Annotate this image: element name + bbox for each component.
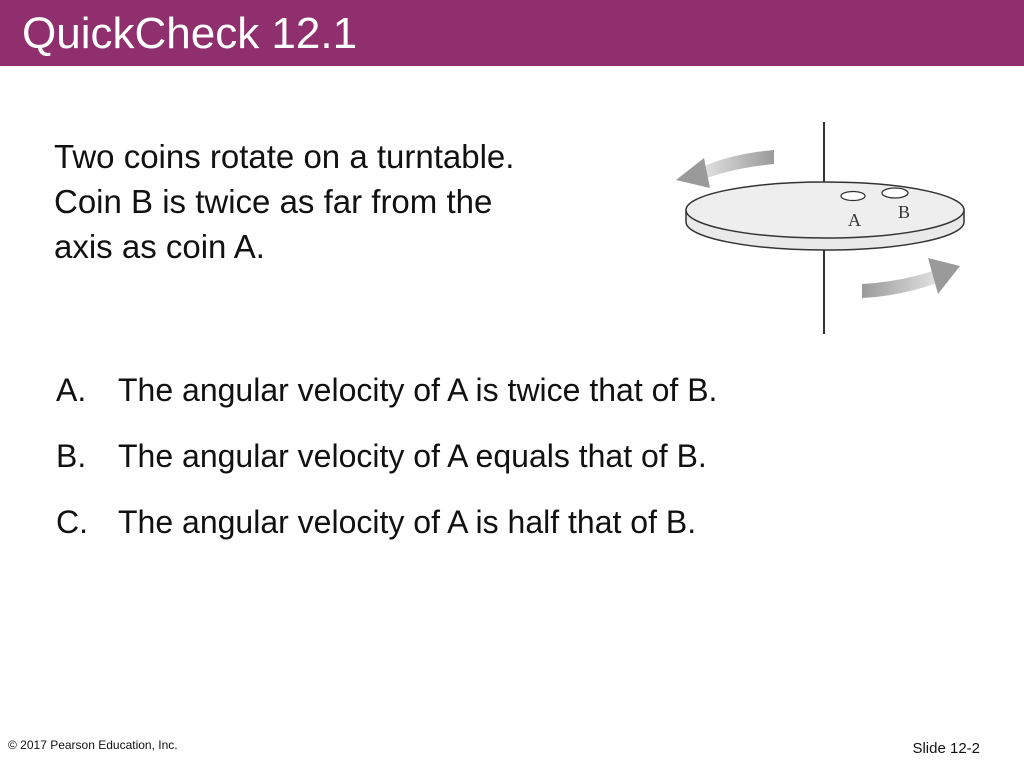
coin-b-label: B xyxy=(898,202,911,222)
curved-arrow-left-icon xyxy=(676,150,774,188)
turntable-disc xyxy=(686,182,964,250)
title-bar xyxy=(0,0,1024,66)
coin-a xyxy=(841,192,865,201)
option-b-text: The angular velocity of A equals that of B. xyxy=(118,438,707,474)
option-a-text: The angular velocity of A is twice that of B. xyxy=(118,372,718,408)
curved-arrow-right-icon xyxy=(862,258,960,298)
option-b[interactable] xyxy=(56,430,956,496)
footer-slide-number: Slide 12-2 xyxy=(912,740,980,757)
option-c[interactable] xyxy=(56,496,956,562)
slide-title: QuickCheck 12.1 xyxy=(22,9,358,58)
footer-copyright: © 2017 Pearson Education, Inc. xyxy=(8,738,178,752)
option-c-letter: C. xyxy=(56,504,88,540)
question-line-1: Two coins rotate on a turntable. xyxy=(54,138,515,175)
question-text xyxy=(54,134,654,269)
coin-b xyxy=(882,188,908,198)
turntable-diagram xyxy=(670,118,970,338)
coin-a-label: A xyxy=(848,210,861,230)
option-a[interactable] xyxy=(56,364,956,430)
turntable-figure xyxy=(670,118,970,338)
option-c-text: The angular velocity of A is half that of B. xyxy=(118,504,697,540)
answer-options xyxy=(56,364,956,562)
option-a-letter: A. xyxy=(56,372,87,408)
option-b-letter: B. xyxy=(56,438,87,474)
question-line-2: Coin B is twice as far from the xyxy=(54,183,493,220)
question-line-3: axis as coin A. xyxy=(54,228,265,265)
